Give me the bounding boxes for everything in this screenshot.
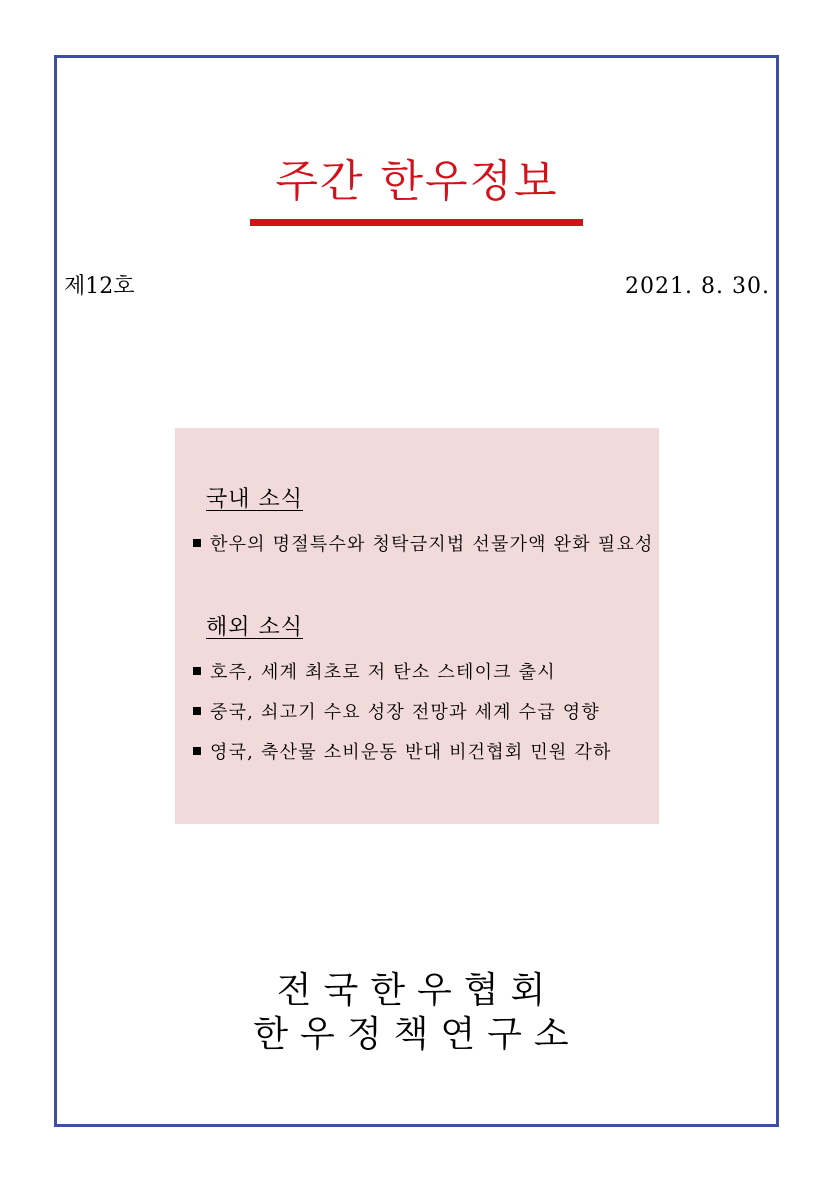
list-item <box>193 740 612 766</box>
contents-box <box>175 428 659 824</box>
square-bullet-icon <box>193 747 201 755</box>
publisher-institute: 한우정책연구소 <box>253 1014 581 1055</box>
publisher-association: 전국한우협회 <box>276 970 558 1011</box>
item-text: 한우의 명절특수와 청탁금지법 선물가액 완화 필요성 <box>210 534 654 555</box>
issue-date: 2021. 8. 30. <box>625 274 770 299</box>
title-underline <box>250 219 583 226</box>
item-text: 호주, 세계 최초로 저 탄소 스테이크 출시 <box>210 662 556 683</box>
item-text: 중국, 쇠고기 수요 성장 전망과 세계 수급 영향 <box>210 702 600 723</box>
overseas-news-heading: 해외 소식 <box>206 615 304 640</box>
list-item <box>193 700 612 726</box>
item-text: 영국, 축산물 소비운동 반대 비건협회 민원 각하 <box>210 742 612 763</box>
list-item <box>193 532 654 558</box>
newsletter-title: 주간 한우정보 <box>275 156 559 207</box>
list-item <box>193 660 612 686</box>
square-bullet-icon <box>193 667 201 675</box>
overseas-news-list <box>193 660 612 780</box>
square-bullet-icon <box>193 539 201 547</box>
issue-number: 제12호 <box>64 274 135 299</box>
square-bullet-icon <box>193 707 201 715</box>
domestic-news-heading: 국내 소식 <box>206 487 304 512</box>
domestic-news-list <box>193 532 654 572</box>
